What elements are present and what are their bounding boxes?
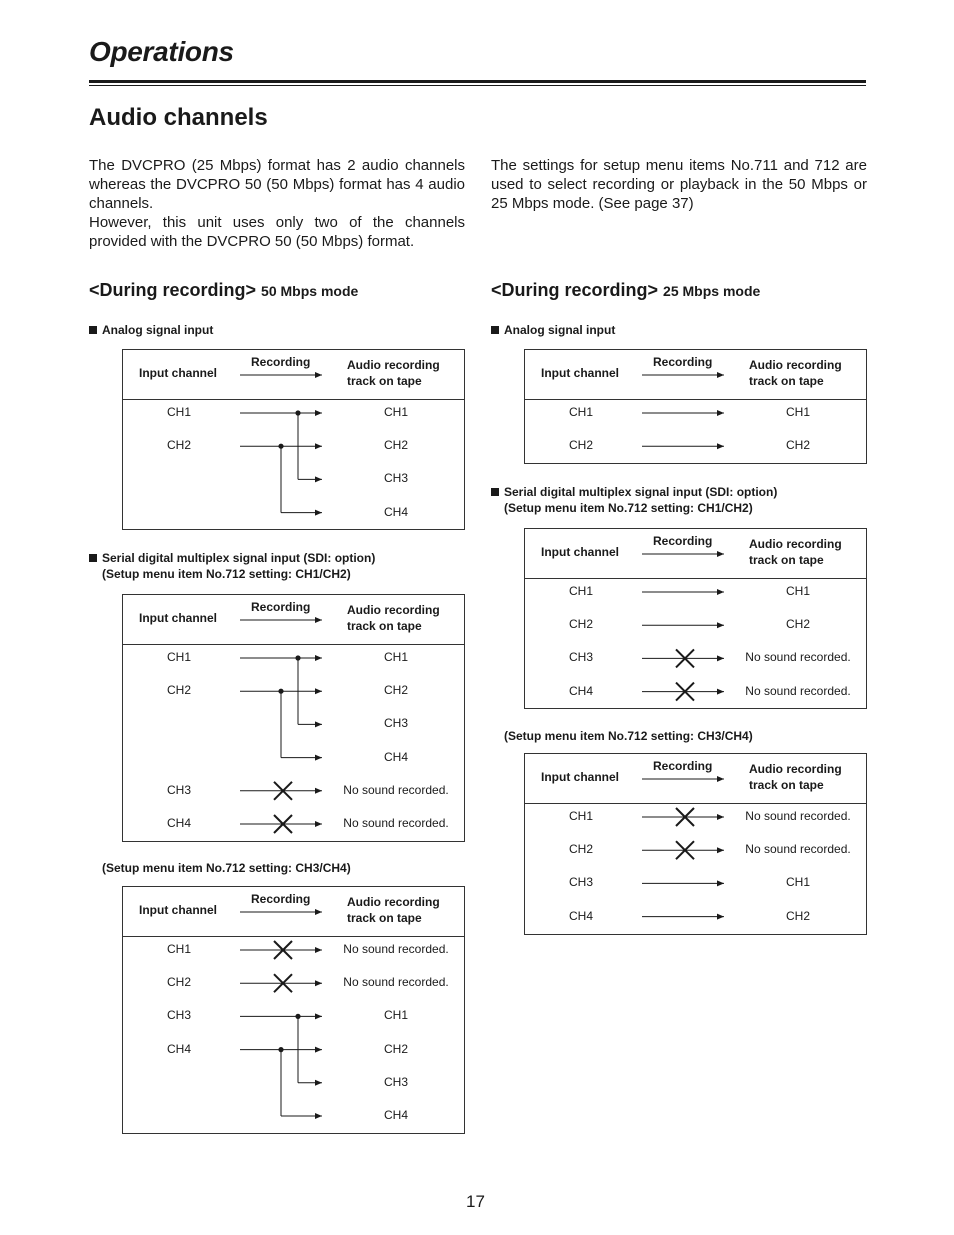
bullet-square-icon [89, 554, 97, 562]
intro-left-paragraph-1: The DVCPRO (25 Mbps) format has 2 audio channels whereas the DVCPRO 50 (50 Mbps) format has 4 audio channels. [89, 157, 465, 212]
intro-right-paragraph: The settings for setup menu items No.711 and 712 are used to select recording or playback in the 50 Mbps or 25 Mbps mode. (See page 37) [491, 157, 867, 212]
output-track-cell: CH2 [383, 683, 408, 698]
header-input-channel: Input channel [139, 903, 217, 917]
routing-table-25-sdi-ch12 [524, 528, 867, 709]
arrowhead-icon [315, 1080, 322, 1086]
heading-50mbps [89, 280, 358, 301]
input-channel-cell: CH2 [167, 683, 192, 698]
input-channel-cell: CH2 [569, 617, 594, 632]
input-channel-cell: CH4 [569, 683, 594, 698]
header-track-line1: Audio recording [347, 358, 440, 372]
header-track-line2: track on tape [347, 911, 422, 925]
junction-dot-icon [278, 1047, 283, 1052]
caption-50-sdi-line1: Serial digital multiplex signal input (SDI: option) [102, 551, 376, 565]
caption-25-sdi [491, 484, 777, 516]
input-channel-cell: CH3 [569, 650, 594, 665]
input-channel-cell: CH1 [167, 650, 192, 664]
header-track-line1: Audio recording [347, 895, 440, 909]
caption-50-analog-text: Analog signal input [102, 323, 214, 337]
input-channel-cell: CH1 [167, 942, 192, 956]
header-input-channel: Input channel [541, 366, 619, 380]
arrowhead-icon [315, 821, 322, 827]
arrowhead-icon [717, 776, 724, 782]
arrowhead-icon [315, 980, 322, 986]
heading-25mbps [491, 280, 760, 301]
output-track-cell: CH1 [383, 1008, 408, 1023]
arrowhead-icon [315, 372, 322, 378]
caption-25-analog-text: Analog signal input [504, 323, 616, 337]
output-track-cell: CH4 [383, 504, 408, 519]
arrowhead-icon [315, 1047, 322, 1053]
input-channel-cell: CH1 [569, 809, 594, 823]
output-track-cell: No sound recorded. [745, 809, 851, 823]
arrowhead-icon [717, 372, 724, 378]
arrowhead-icon [717, 814, 724, 820]
caption-25-analog [491, 322, 615, 338]
output-track-cell: CH2 [785, 617, 810, 632]
intro-right [491, 156, 867, 213]
arrowhead-icon [717, 551, 724, 557]
caption-50-sdi-line2: (Setup menu item No.712 setting: CH1/CH2) [102, 567, 351, 581]
header-track-line1: Audio recording [749, 537, 842, 551]
input-channel-cell: CH3 [167, 782, 192, 797]
header-input-channel: Input channel [541, 770, 619, 784]
arrowhead-icon [717, 443, 724, 449]
arrowhead-icon [717, 880, 724, 886]
arrowhead-icon [315, 721, 322, 727]
bullet-square-icon [491, 488, 499, 496]
arrowhead-icon [717, 847, 724, 853]
header-track-line1: Audio recording [347, 603, 440, 617]
output-track-cell: No sound recorded. [343, 816, 449, 830]
junction-dot-icon [295, 1014, 300, 1019]
output-track-cell: CH3 [383, 716, 408, 731]
header-recording: Recording [653, 759, 713, 773]
input-channel-cell: CH4 [167, 1041, 192, 1056]
routing-table-50-sdi-ch12 [122, 594, 465, 842]
junction-dot-icon [278, 689, 283, 694]
arrowhead-icon [315, 755, 322, 761]
intro-left-paragraph-2: However, this unit uses only two of the channels provided with the DVCPRO 50 (50 Mbps) format. [89, 214, 465, 250]
header-track-line2: track on tape [749, 553, 824, 567]
header-input-channel: Input channel [541, 545, 619, 559]
arrowhead-icon [717, 410, 724, 416]
routing-table-50-analog [122, 349, 465, 530]
junction-dot-icon [278, 444, 283, 449]
header-track-line2: track on tape [749, 374, 824, 388]
output-track-cell: No sound recorded. [343, 942, 449, 956]
header-track-line2: track on tape [347, 619, 422, 633]
junction-dot-icon [295, 655, 300, 660]
header-recording: Recording [251, 600, 311, 614]
output-track-cell: CH1 [383, 650, 408, 664]
arrowhead-icon [717, 655, 724, 661]
output-track-cell: No sound recorded. [343, 975, 449, 990]
output-track-cell: No sound recorded. [745, 842, 851, 857]
input-channel-cell: CH3 [167, 1008, 192, 1023]
output-track-cell: CH1 [785, 405, 810, 419]
input-channel-cell: CH1 [569, 405, 594, 419]
output-track-cell: No sound recorded. [343, 782, 449, 797]
input-channel-cell: CH1 [569, 584, 594, 598]
arrowhead-icon [717, 914, 724, 920]
header-track-line1: Audio recording [749, 358, 842, 372]
output-track-cell: CH3 [383, 1074, 408, 1089]
routing-table-25-analog [524, 349, 867, 464]
caption-50-sdi [89, 550, 375, 582]
heading-50mbps-sub: 50 Mbps mode [261, 283, 359, 299]
output-track-cell: CH1 [785, 584, 810, 598]
heading-25mbps-sub: 25 Mbps mode [663, 283, 761, 299]
arrowhead-icon [315, 617, 322, 623]
arrowhead-icon [717, 622, 724, 628]
output-track-cell: No sound recorded. [745, 683, 851, 698]
page-number: 17 [466, 1192, 485, 1211]
header-track-line2: track on tape [347, 374, 422, 388]
caption-50-ch34: (Setup menu item No.712 setting: CH3/CH4) [102, 861, 351, 875]
header-recording: Recording [653, 534, 713, 548]
intro-left [89, 156, 465, 251]
caption-25-sdi-line2: (Setup menu item No.712 setting: CH1/CH2) [504, 501, 753, 515]
input-channel-cell: CH4 [167, 816, 192, 830]
arrowhead-icon [315, 947, 322, 953]
routing-table-25-sdi-ch34 [524, 753, 867, 935]
junction-dot-icon [295, 410, 300, 415]
header-recording: Recording [653, 355, 713, 369]
arrowhead-icon [315, 788, 322, 794]
input-channel-cell: CH2 [167, 975, 192, 990]
output-track-cell: CH1 [383, 405, 408, 419]
arrowhead-icon [315, 1113, 322, 1119]
input-channel-cell: CH3 [569, 875, 594, 890]
caption-25-sdi-line1: Serial digital multiplex signal input (SDI: option) [504, 485, 778, 499]
arrowhead-icon [315, 510, 322, 516]
output-track-cell: CH3 [383, 471, 408, 486]
caption-25-ch34: (Setup menu item No.712 setting: CH3/CH4) [504, 729, 753, 743]
header-track-line2: track on tape [749, 778, 824, 792]
heading-25mbps-main: <During recording> [491, 280, 659, 300]
title-rule [89, 80, 866, 83]
input-channel-cell: CH1 [167, 405, 192, 419]
page-title: Audio channels [89, 104, 268, 131]
arrowhead-icon [717, 589, 724, 595]
header-recording: Recording [251, 355, 311, 369]
input-channel-cell: CH2 [167, 438, 192, 453]
output-track-cell: CH2 [785, 438, 810, 453]
header-recording: Recording [251, 892, 311, 906]
arrowhead-icon [315, 909, 322, 915]
arrowhead-icon [315, 443, 322, 449]
arrowhead-icon [717, 689, 724, 695]
output-track-cell: CH1 [785, 875, 810, 890]
header-input-channel: Input channel [139, 366, 217, 380]
arrowhead-icon [315, 1013, 322, 1019]
routing-table-50-sdi-ch34 [122, 886, 465, 1134]
output-track-cell: CH4 [383, 749, 408, 764]
title-rule-thin [89, 85, 866, 86]
arrowhead-icon [315, 688, 322, 694]
header-track-line1: Audio recording [749, 762, 842, 776]
section-title: Operations [89, 36, 234, 67]
output-track-cell: CH2 [383, 438, 408, 453]
header-input-channel: Input channel [139, 611, 217, 625]
arrowhead-icon [315, 476, 322, 482]
arrowhead-icon [315, 410, 322, 416]
input-channel-cell: CH4 [569, 908, 594, 923]
output-track-cell: No sound recorded. [745, 650, 851, 665]
bullet-square-icon [491, 326, 499, 334]
input-channel-cell: CH2 [569, 438, 594, 453]
input-channel-cell: CH2 [569, 842, 594, 857]
arrowhead-icon [315, 655, 322, 661]
caption-50-analog [89, 322, 213, 338]
output-track-cell: CH2 [383, 1041, 408, 1056]
output-track-cell: CH2 [785, 908, 810, 923]
output-track-cell: CH4 [383, 1108, 408, 1122]
bullet-square-icon [89, 326, 97, 334]
heading-50mbps-main: <During recording> [89, 280, 257, 300]
